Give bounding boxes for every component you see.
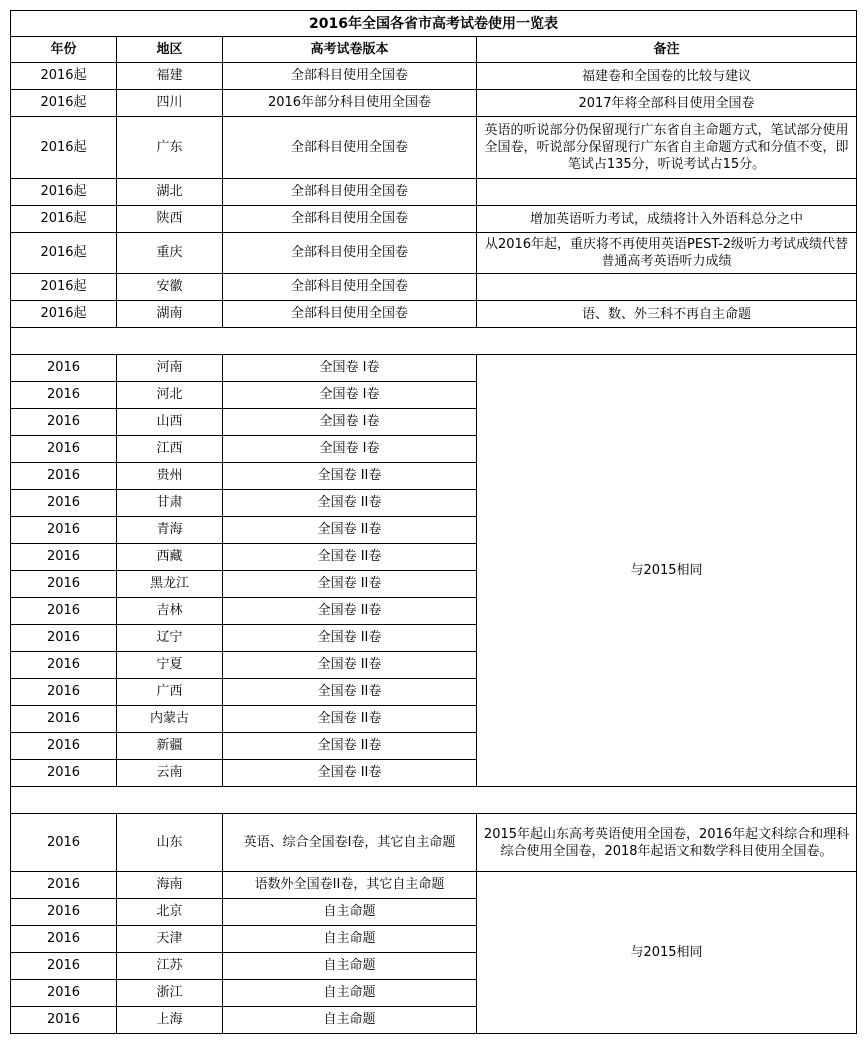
cell-note: 英语的听说部分仍保留现行广东省自主命题方式，笔试部分使用全国卷，听说部分保留现行广东省自主命题方式和分值不变，即笔试占135分，听说考试占15分。 [477,117,857,179]
cell-year: 2016 [11,953,117,980]
cell-version: 全国卷 II卷 [223,598,477,625]
cell-region: 陕西 [117,206,223,233]
cell-year: 2016 [11,355,117,382]
table-row [11,233,857,274]
cell-year: 2016起 [11,274,117,301]
cell-region: 广西 [117,679,223,706]
cell-year: 2016 [11,463,117,490]
cell-year: 2016 [11,517,117,544]
cell-year: 2016 [11,544,117,571]
cell-version: 全国卷 II卷 [223,463,477,490]
cell-region: 吉林 [117,598,223,625]
separator-row [11,787,857,814]
cell-region: 内蒙古 [117,706,223,733]
header-year: 年份 [11,37,117,63]
table-row [11,90,857,117]
table-row [11,814,857,872]
table-row [11,872,857,899]
separator-cell [11,328,857,355]
cell-year: 2016 [11,706,117,733]
cell-year: 2016起 [11,90,117,117]
cell-version: 全部科目使用全国卷 [223,274,477,301]
cell-year: 2016 [11,625,117,652]
cell-region: 山西 [117,409,223,436]
cell-region: 宁夏 [117,652,223,679]
table-row [11,274,857,301]
cell-version: 全国卷 II卷 [223,760,477,787]
exam-table-container [10,10,856,1034]
cell-region: 海南 [117,872,223,899]
cell-region: 福建 [117,63,223,90]
cell-year: 2016起 [11,301,117,328]
cell-version: 全国卷 II卷 [223,571,477,598]
cell-region: 河北 [117,382,223,409]
cell-version: 2016年部分科目使用全国卷 [223,90,477,117]
cell-region: 云南 [117,760,223,787]
table-row [11,301,857,328]
cell-region: 北京 [117,899,223,926]
table-row [11,179,857,206]
cell-year: 2016 [11,926,117,953]
cell-year: 2016 [11,382,117,409]
cell-year: 2016 [11,899,117,926]
table-title: 2016年全国各省市高考试卷使用一览表 [11,11,857,37]
cell-note: 福建卷和全国卷的比较与建议 [477,63,857,90]
cell-version: 全部科目使用全国卷 [223,179,477,206]
cell-year: 2016 [11,571,117,598]
cell-region: 黑龙江 [117,571,223,598]
cell-year: 2016 [11,598,117,625]
table-row [11,117,857,179]
cell-region: 江苏 [117,953,223,980]
cell-region: 甘肃 [117,490,223,517]
cell-version: 全国卷 II卷 [223,625,477,652]
cell-region: 新疆 [117,733,223,760]
cell-version: 全国卷 I卷 [223,409,477,436]
cell-year: 2016 [11,679,117,706]
table-row [11,63,857,90]
cell-note: 2017年将全部科目使用全国卷 [477,90,857,117]
cell-version: 全部科目使用全国卷 [223,63,477,90]
cell-version: 自主命题 [223,980,477,1007]
cell-note: 2015年起山东高考英语使用全国卷，2016年起文科综合和理科综合使用全国卷，2018年起语文和数学科目使用全国卷。 [477,814,857,872]
cell-version: 全国卷 II卷 [223,733,477,760]
cell-version: 语数外全国卷II卷，其它自主命题 [223,872,477,899]
cell-version: 自主命题 [223,926,477,953]
cell-year: 2016 [11,652,117,679]
cell-version: 英语、综合全国卷I卷，其它自主命题 [223,814,477,872]
cell-version: 全部科目使用全国卷 [223,206,477,233]
title-row [11,11,857,37]
cell-version: 自主命题 [223,1007,477,1034]
cell-note-merged: 与2015相同 [477,355,857,787]
cell-year: 2016 [11,436,117,463]
cell-version: 自主命题 [223,953,477,980]
cell-year: 2016 [11,409,117,436]
cell-version: 自主命题 [223,899,477,926]
cell-year: 2016起 [11,233,117,274]
cell-year: 2016 [11,872,117,899]
cell-version: 全国卷 II卷 [223,544,477,571]
cell-note [477,179,857,206]
cell-region: 四川 [117,90,223,117]
cell-note: 从2016年起，重庆将不再使用英语PEST-2级听力考试成绩代替普通高考英语听力成绩 [477,233,857,274]
cell-version: 全国卷 I卷 [223,436,477,463]
cell-region: 山东 [117,814,223,872]
cell-region: 湖北 [117,179,223,206]
cell-year: 2016 [11,980,117,1007]
cell-note: 增加英语听力考试，成绩将计入外语科总分之中 [477,206,857,233]
cell-year: 2016 [11,733,117,760]
cell-note [477,274,857,301]
table-row [11,206,857,233]
cell-region: 贵州 [117,463,223,490]
cell-region: 辽宁 [117,625,223,652]
cell-region: 河南 [117,355,223,382]
header-note: 备注 [477,37,857,63]
header-version: 高考试卷版本 [223,37,477,63]
cell-region: 浙江 [117,980,223,1007]
cell-region: 江西 [117,436,223,463]
separator-row [11,328,857,355]
cell-region: 青海 [117,517,223,544]
cell-version: 全国卷 II卷 [223,652,477,679]
cell-year: 2016 [11,1007,117,1034]
separator-cell [11,787,857,814]
cell-year: 2016起 [11,179,117,206]
cell-version: 全部科目使用全国卷 [223,233,477,274]
cell-region: 西藏 [117,544,223,571]
cell-region: 重庆 [117,233,223,274]
cell-version: 全国卷 I卷 [223,382,477,409]
cell-year: 2016 [11,814,117,872]
cell-note: 语、数、外三科不再自主命题 [477,301,857,328]
cell-version: 全部科目使用全国卷 [223,301,477,328]
cell-version: 全国卷 II卷 [223,706,477,733]
cell-note-merged: 与2015相同 [477,872,857,1034]
cell-year: 2016起 [11,206,117,233]
cell-version: 全国卷 I卷 [223,355,477,382]
cell-version: 全国卷 II卷 [223,679,477,706]
cell-year: 2016 [11,760,117,787]
cell-version: 全部科目使用全国卷 [223,117,477,179]
cell-year: 2016 [11,490,117,517]
cell-version: 全国卷 II卷 [223,490,477,517]
cell-region: 安徽 [117,274,223,301]
cell-year: 2016起 [11,117,117,179]
cell-version: 全国卷 II卷 [223,517,477,544]
cell-region: 湖南 [117,301,223,328]
table-row [11,355,857,382]
header-region: 地区 [117,37,223,63]
cell-region: 天津 [117,926,223,953]
cell-region: 上海 [117,1007,223,1034]
header-row [11,37,857,63]
cell-region: 广东 [117,117,223,179]
cell-year: 2016起 [11,63,117,90]
exam-usage-table [10,10,857,1034]
